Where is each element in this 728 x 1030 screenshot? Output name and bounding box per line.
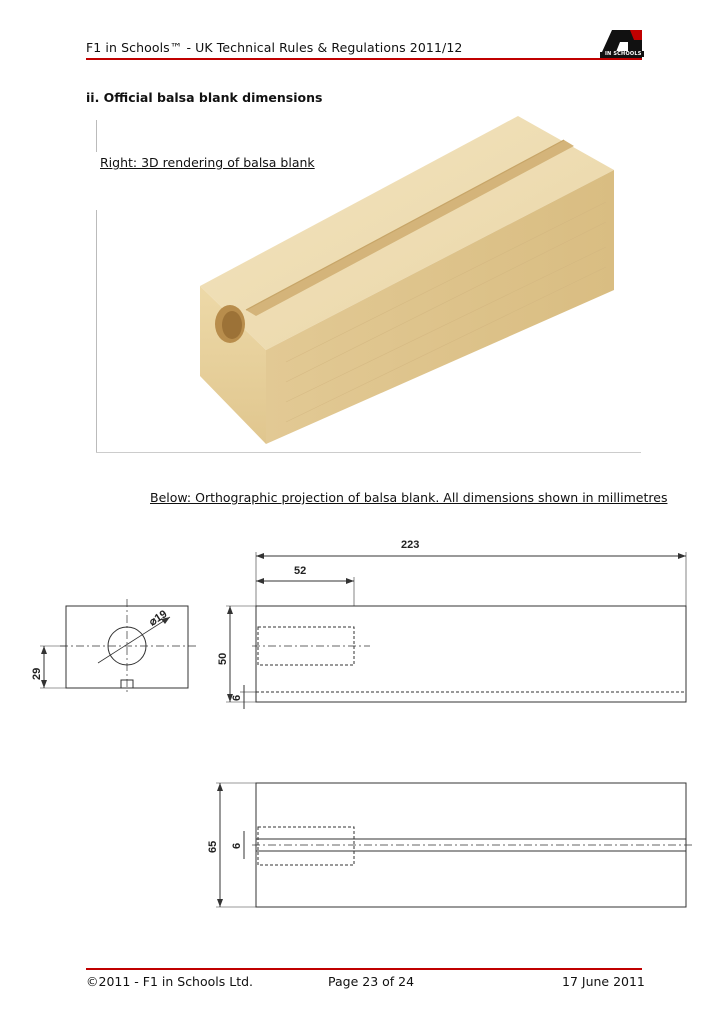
header-rule [86,58,642,60]
footer-rule [86,968,642,970]
dim-height: 50 [217,652,229,665]
dim-length: 223 [401,539,420,551]
dim-slot-width: 6 [231,842,243,849]
dim-hole-diameter: ⌀19 [147,608,170,629]
dim-hole-height: 29 [31,667,43,680]
section-heading: ii. Official balsa blank dimensions [86,90,323,105]
caption-rendering: Right: 3D rendering of balsa blank [100,155,315,170]
caption-projection: Below: Orthographic projection of balsa blank. All dimensions shown in millimetres [150,490,668,505]
frame-line [96,120,97,152]
dim-slot-length: 52 [294,565,307,577]
header-title: F1 in Schools™ - UK Technical Rules & Regulations 2011/12 [86,40,463,55]
orthographic-drawing [30,525,700,920]
frame-line [96,210,97,452]
footer-date: 17 June 2011 [562,974,645,989]
dim-slot-depth: 6 [231,694,243,701]
logo-subtext: IN SCHOOLS [605,51,642,57]
footer-page-number: Page 23 of 24 [328,974,415,989]
dim-width: 65 [207,840,219,853]
balsa-blank-photo [196,112,624,448]
footer-copyright: ©2011 - F1 in Schools Ltd. [86,974,254,989]
frame-line [96,452,641,453]
